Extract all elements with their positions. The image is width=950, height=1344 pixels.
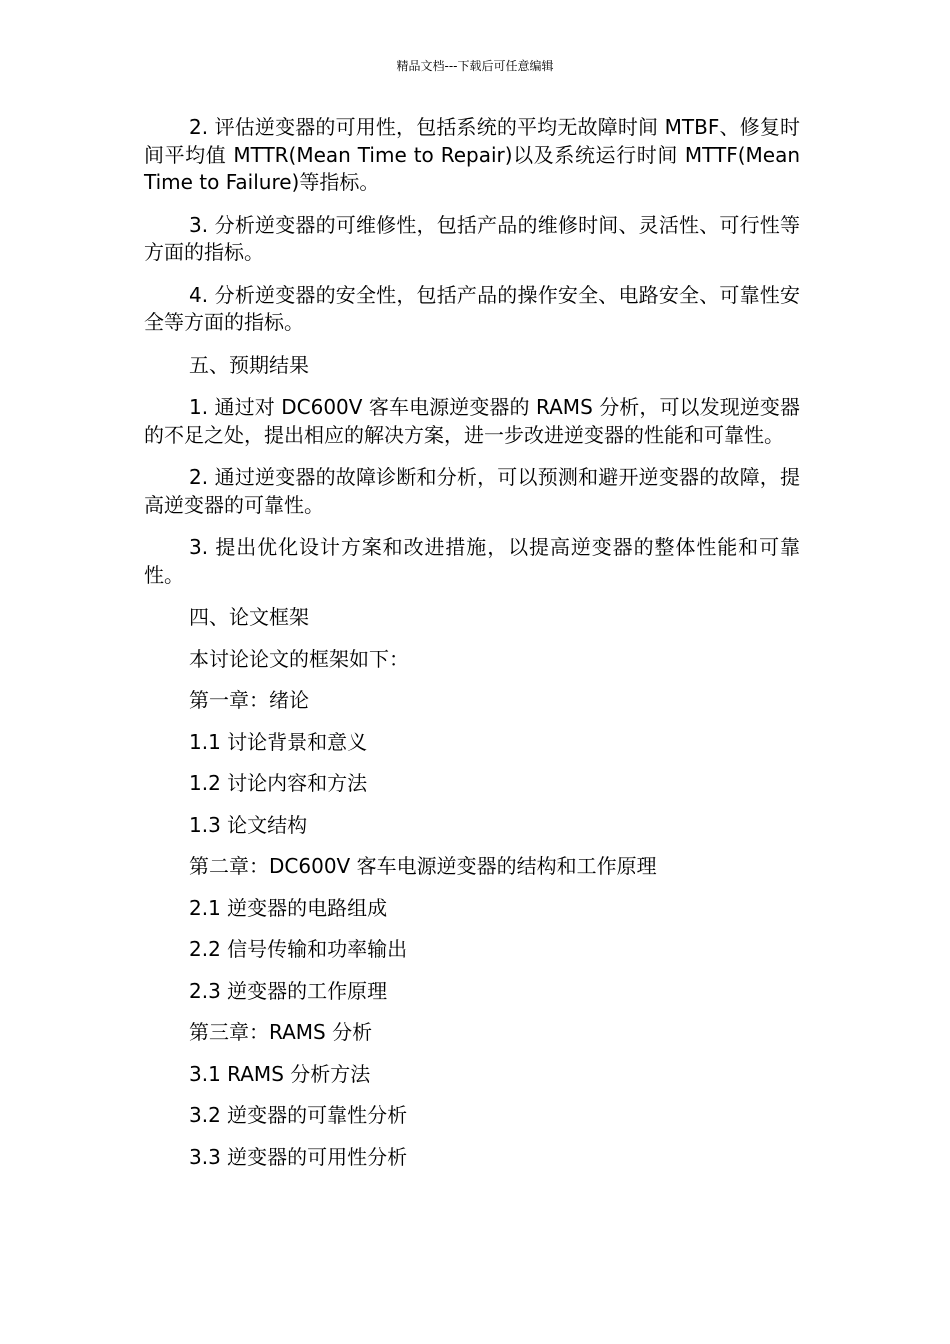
- paragraph-result-1: 1. 通过对 DC600V 客车电源逆变器的 RAMS 分析，可以发现逆变器的不足之处，提出相应的解决方案，进一步改进逆变器的性能和可靠性。: [144, 395, 800, 447]
- section-heading-expected-results: 五、预期结果: [189, 352, 309, 377]
- paragraph-safety: 4. 分析逆变器的安全性，包括产品的操作安全、电路安全、可靠性安全等方面的指标。: [144, 282, 800, 334]
- outline-item-1-1: 1.1 讨论背景和意义: [189, 729, 368, 754]
- outline-chapter-1: 第一章：绪论: [189, 688, 309, 712]
- outline-item-3-1: 3.1 RAMS 分析方法: [189, 1061, 371, 1086]
- outline-item-2-1: 2.1 逆变器的电路组成: [189, 895, 388, 920]
- page-header: 精品文档---下载后可任意编辑: [396, 59, 554, 73]
- outline-item-3-2: 3.2 逆变器的可靠性分析: [189, 1103, 408, 1127]
- outline-item-1-2: 1.2 讨论内容和方法: [189, 771, 368, 795]
- outline-item-1-3: 1.3 论文结构: [189, 812, 308, 837]
- paragraph-result-3: 3. 提出优化设计方案和改进措施，以提高逆变器的整体性能和可靠性。: [144, 535, 800, 587]
- paragraph-maintainability: 3. 分析逆变器的可维修性，包括产品的维修时间、灵活性、可行性等方面的指标。: [144, 212, 800, 264]
- outline-item-2-2: 2.2 信号传输和功率输出: [189, 937, 408, 961]
- framework-intro: 本讨论论文的框架如下：: [189, 646, 409, 671]
- document-body: [144, 114, 800, 1185]
- section-heading-thesis-framework: 四、论文框架: [189, 605, 309, 629]
- outline-item-2-3: 2.3 逆变器的工作原理: [189, 978, 388, 1003]
- outline-chapter-2: 第二章：DC600V 客车电源逆变器的结构和工作原理: [189, 854, 657, 878]
- paragraph-result-2: 2. 通过逆变器的故障诊断和分析，可以预测和避开逆变器的故障，提高逆变器的可靠性。: [144, 465, 800, 517]
- outline-chapter-3: 第三章：RAMS 分析: [189, 1020, 373, 1044]
- outline-item-3-3: 3.3 逆变器的可用性分析: [189, 1144, 408, 1169]
- paragraph-availability: 2. 评估逆变器的可用性，包括系统的平均无故障时间 MTBF、修复时间平均值 MTTR(Mean Time to Repair)以及系统运行时间 MTTF(Mean Time to Failure)等指标。: [144, 115, 800, 194]
